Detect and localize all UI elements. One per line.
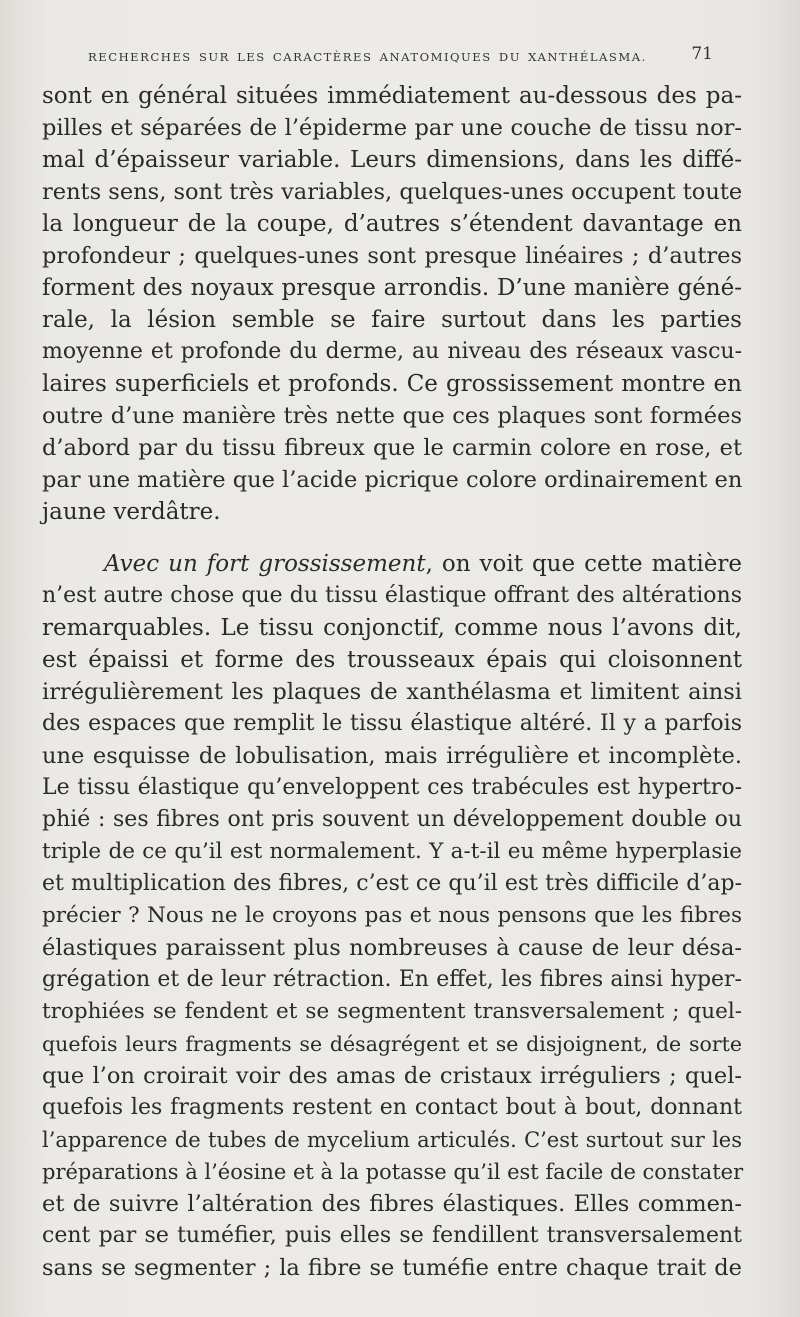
text-line: irrégulièrement les plaques de xanthélasma et limitent ainsi	[42, 679, 742, 705]
running-head: RECHERCHES SUR LES CARACTÈRES ANATOMIQUES DU XANTHÉLASMA.	[88, 50, 647, 64]
text-line: profondeur ; quelques-unes sont presque linéaires ; d’autres	[42, 243, 742, 269]
text-line: trophiées se fendent et se segmentent transversalement ; quel-	[42, 999, 742, 1024]
text-line: mal d’épaisseur variable. Leurs dimensions, dans les diffé-	[42, 147, 742, 173]
text-span: , on voit que cette matière	[425, 551, 742, 577]
text-line: l’apparence de tubes de mycelium articulés. C’est surtout sur les	[42, 1128, 742, 1152]
text-line: remarquables. Le tissu conjonctif, comme nous l’avons dit,	[42, 615, 742, 641]
text-line: et multiplication des fibres, c’est ce qu’il est très difficile d’ap-	[42, 871, 742, 896]
text-line: que l’on croirait voir des amas de cristaux irréguliers ; quel-	[42, 1063, 742, 1089]
text-line: phié : ses fibres ont pris souvent un développement double ou	[42, 807, 742, 832]
text-line: une esquisse de lobulisation, mais irrégulière et incomplète.	[42, 743, 742, 769]
text-line: est épaissi et forme des trousseaux épais qui cloisonnent	[42, 647, 742, 673]
text-line: et de suivre l’altération des fibres élastiques. Elles commen-	[42, 1191, 742, 1217]
text-line: rale, la lésion semble se faire surtout dans les parties	[42, 307, 742, 333]
text-line: triple de ce qu’il est normalement. Y a-t-il eu même hyperplasie	[42, 839, 742, 864]
text-line: Le tissu élastique qu’enveloppent ces trabécules est hypertro-	[42, 775, 742, 800]
text-line: rents sens, sont très variables, quelques-unes occupent toute	[42, 179, 743, 205]
text-line: par une matière que l’acide picrique colore ordinairement en	[42, 467, 743, 493]
text-line: d’abord par du tissu fibreux que le carmin colore en rose, et	[42, 435, 742, 461]
text-line: cent par se tuméfier, puis elles se fendillent transversalement	[42, 1223, 742, 1248]
text-line: préparations à l’éosine et à la potasse qu’il est facile de constater	[42, 1160, 744, 1184]
text-line: n’est autre chose que du tissu élastique offrant des altérations	[42, 583, 742, 608]
text-line: sans se segmenter ; la fibre se tuméfie entre chaque trait de	[42, 1255, 742, 1281]
text-line: moyenne et profonde du derme, au niveau des réseaux vascu-	[42, 339, 742, 364]
text-line: outre d’une manière très nette que ces plaques sont formées	[42, 403, 742, 429]
text-line: laires superficiels et profonds. Ce grossissement montre en	[42, 371, 742, 397]
text-line: forment des noyaux presque arrondis. D’une manière géné-	[42, 275, 742, 301]
text-line-first	[42, 548, 742, 580]
text-line: élastiques paraissent plus nombreuses à cause de leur désa-	[42, 935, 742, 961]
text-line: la longueur de la coupe, d’autres s’étendent davantage en	[42, 211, 742, 237]
page-header	[88, 44, 713, 74]
text-line: sont en général situées immédiatement au-dessous des pa-	[42, 83, 742, 109]
text-line: précier ? Nous ne le croyons pas et nous pensons que les fibres	[42, 903, 742, 928]
text-line: des espaces que remplit le tissu élastique altéré. Il y a parfois	[42, 711, 742, 736]
text-line: quefois leurs fragments se désagrégent et se disjoignent, de sorte	[42, 1032, 742, 1056]
text-line: grégation et de leur rétraction. En effet, les fibres ainsi hyper-	[42, 967, 742, 992]
text-line: jaune verdâtre.	[42, 499, 221, 525]
text-line: quefois les fragments restent en contact bout à bout, donnant	[42, 1095, 742, 1120]
italic-phrase: Avec un fort grossissement	[104, 551, 426, 577]
page-number: 71	[691, 44, 713, 64]
text-line: pilles et séparées de l’épiderme par une couche de tissu nor-	[42, 115, 742, 141]
